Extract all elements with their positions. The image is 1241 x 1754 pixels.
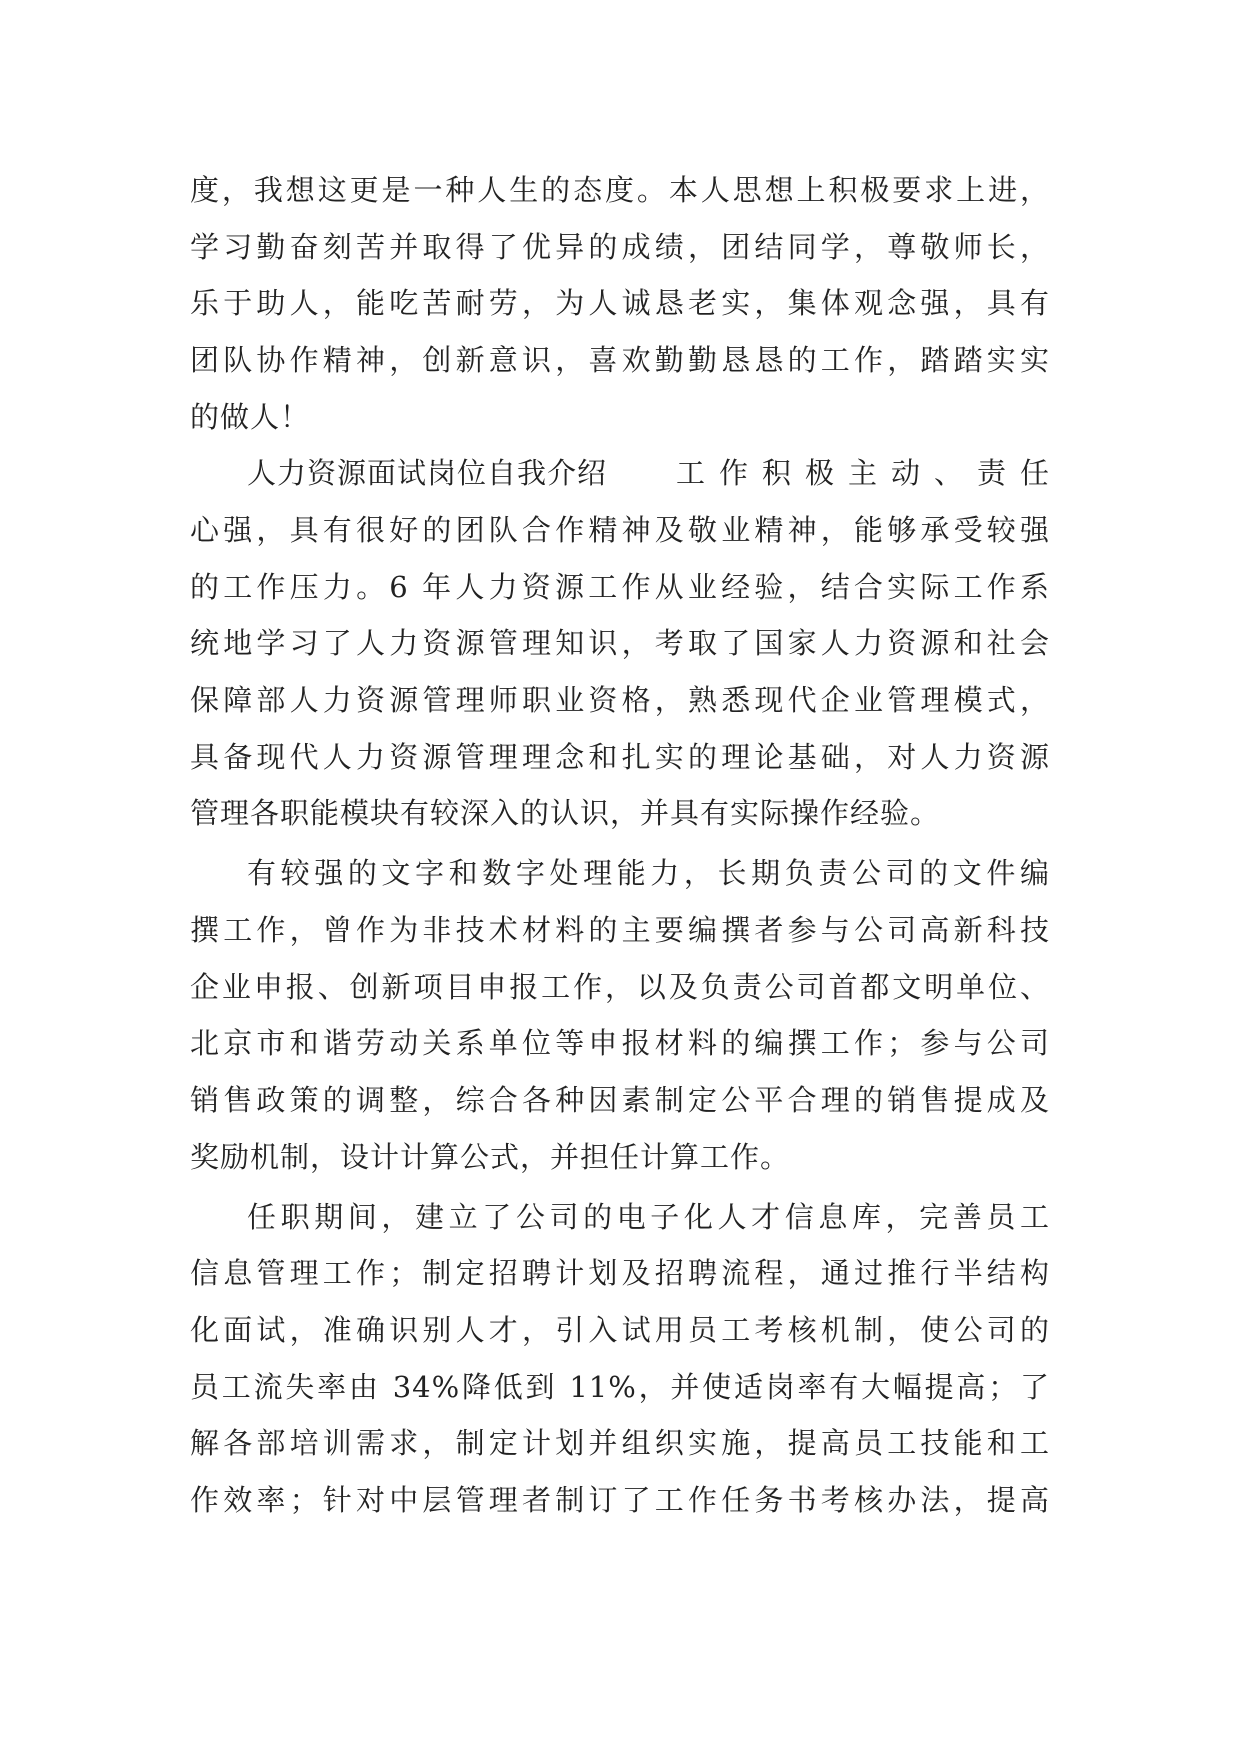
text-line: 管理各职能模块有较深入的认识，并具有实际操作经验。 <box>190 796 941 830</box>
text-line: 统地学习了人力资源管理知识，考取了国家人力资源和社会 <box>190 626 1050 660</box>
text-line: 有较强的文字和数字处理能力，长期负责公司的文件编 <box>247 856 1050 890</box>
text-line: 化面试，准确识别人才，引入试用员工考核机制，使公司的 <box>190 1313 1050 1347</box>
text-line: 北京市和谐劳动关系单位等申报材料的编撰工作；参与公司 <box>190 1026 1050 1060</box>
text-line: 奖励机制，设计计算公式，并担任计算工作。 <box>190 1140 791 1174</box>
text-line: 任职期间，建立了公司的电子化人才信息库，完善员工 <box>247 1200 1050 1234</box>
text-line: 撰工作，曾作为非技术材料的主要编撰者参与公司高新科技 <box>190 913 1050 947</box>
text-line: 销售政策的调整，综合各种因素制定公平合理的销售提成及 <box>190 1083 1050 1117</box>
text-line: 保障部人力资源管理师职业资格，熟悉现代企业管理模式， <box>190 683 1050 717</box>
text-line: 的做人！ <box>190 400 311 434</box>
section-title: 人力资源面试岗位自我介绍 <box>247 456 608 490</box>
text-line: 乐于助人，能吃苦耐劳，为人诚恳老实，集体观念强，具有 <box>190 286 1050 320</box>
text-line: 企业申报、创新项目申报工作，以及负责公司首都文明单位、 <box>190 970 1050 1004</box>
text-line: 心强，具有很好的团队合作精神及敬业精神，能够承受较强 <box>190 513 1050 547</box>
text-line: 具备现代人力资源管理理念和扎实的理论基础，对人力资源 <box>190 740 1050 774</box>
text-line: 团队协作精神，创新意识，喜欢勤勤恳恳的工作，踏踏实实 <box>190 343 1050 377</box>
text-line: 解各部培训需求，制定计划并组织实施，提高员工技能和工 <box>190 1426 1050 1460</box>
text-line: 度，我想这更是一种人生的态度。本人思想上积极要求上进， <box>190 173 1050 207</box>
text-line: 员工流失率由 34%降低到 11%，并使适岗率有大幅提高；了 <box>190 1370 1050 1404</box>
text-line: 学习勤奋刻苦并取得了优异的成绩，团结同学，尊敬师长， <box>190 230 1050 264</box>
text-line: 作效率；针对中层管理者制订了工作任务书考核办法，提高 <box>190 1483 1050 1517</box>
text-line: 的工作压力。6 年人力资源工作从业经验，结合实际工作系 <box>190 570 1050 604</box>
text-line: 工作积极主动、责任 <box>676 456 1050 490</box>
text-line: 信息管理工作；制定招聘计划及招聘流程，通过推行半结构 <box>190 1256 1050 1290</box>
